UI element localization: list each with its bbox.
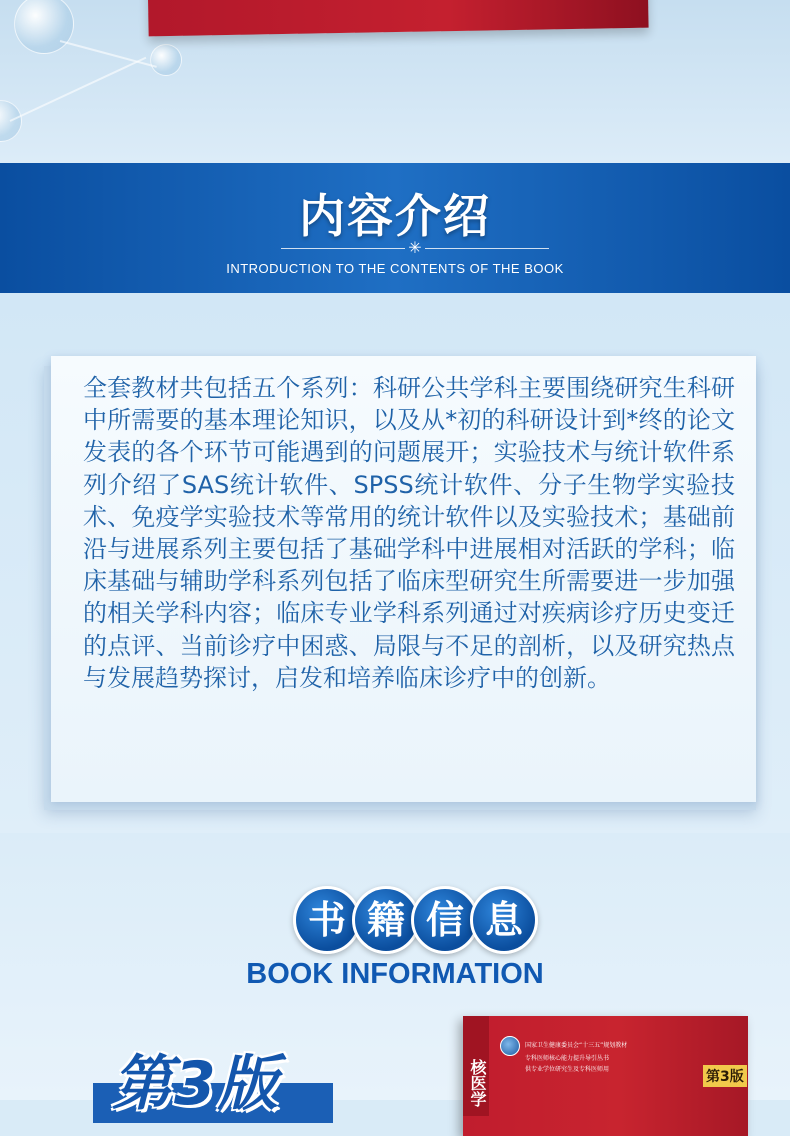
top-decoration-band bbox=[0, 0, 790, 163]
intro-paragraph: 全套教材共包括五个系列：科研公共学科主要围绕研究生科研中所需要的基本理论知识，以及从*初的科研设计到*终的论文发表的各个环节可能遇到的问题展开；实验技术与统计软件系列介绍了SAS统计软件、SPSS统计软件、分子生物学实验技术、免疫学实验技术等常用的统计软件以及实验技术；基础前沿与进展系列主要包括了基础学科中进展相对活跃的学科；临床基础与辅助学科系列包括了临床型研究生所需要进一步加强的相关学科内容；临床专业学科系列通过对疾病诊疗历史变迁的点评、当前诊疗中困惑、局限与不足的剖析，以及研究热点与发展趋势探讨，启发和培养临床诊疗中的创新。 bbox=[83, 374, 735, 692]
cover-edition-badge: 第3版 bbox=[703, 1065, 747, 1087]
title-char-circle: 书 bbox=[293, 886, 361, 954]
cover-series-line: 国家卫生健康委员会“十三五”规划教材 bbox=[525, 1042, 628, 1049]
molecule-line bbox=[60, 40, 157, 68]
title-char-circle: 籍 bbox=[352, 886, 420, 954]
cover-series-line: 供专业学位研究生及专科医师用 bbox=[525, 1066, 610, 1073]
cover-series-line: 专科医师核心能力提升导引丛书 bbox=[525, 1055, 610, 1062]
book-spine-title: 核医学 bbox=[463, 1016, 489, 1116]
title-char-circle: 信 bbox=[411, 886, 479, 954]
book-info-title bbox=[293, 886, 543, 950]
molecule-bubble-icon bbox=[14, 0, 74, 54]
publisher-logo-icon bbox=[500, 1036, 520, 1056]
title-char-circle: 息 bbox=[470, 886, 538, 954]
book-cover-image bbox=[147, 0, 648, 36]
section-subtitle: INTRODUCTION TO THE CONTENTS OF THE BOOK bbox=[226, 261, 564, 276]
book-info-subtitle: BOOK INFORMATION bbox=[246, 958, 544, 990]
section-title: 内容介绍 bbox=[299, 189, 491, 243]
sparkle-icon: ✳ bbox=[408, 238, 422, 257]
molecule-line bbox=[10, 57, 147, 122]
molecule-bubble-icon bbox=[150, 44, 182, 76]
title-divider-right bbox=[425, 248, 549, 249]
edition-label: 第3版 bbox=[112, 1049, 280, 1119]
title-divider-left bbox=[281, 248, 405, 249]
